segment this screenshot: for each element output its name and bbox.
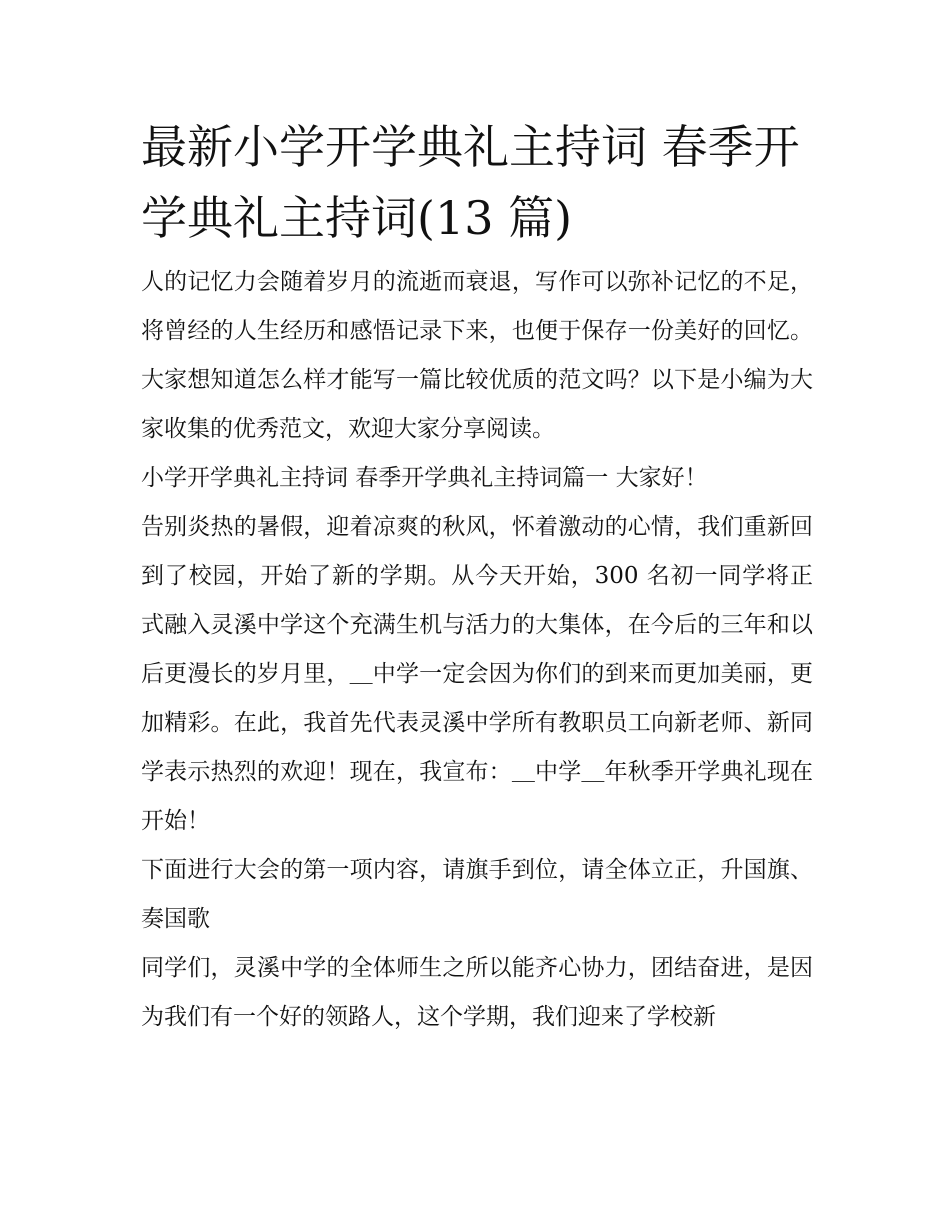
body-paragraph: 下面进行大会的第一项内容，请旗手到位，请全体立正，升国旗、奏国歌 [141, 857, 813, 932]
document-content [141, 112, 813, 1042]
body-paragraph: 同学们，灵溪中学的全体师生之所以能齐心协力，团结奋进，是因为我们有一个好的领路人，这个学期，我们迎来了学校新 [141, 955, 813, 1030]
section-heading-paragraph: 小学开学典礼主持词 春季开学典礼主持词篇一 大家好！ [141, 465, 708, 491]
document-title: 最新小学开学典礼主持词 春季开学典礼主持词(13 篇) [141, 120, 800, 245]
body-paragraph: 告别炎热的暑假，迎着凉爽的秋风，怀着激动的心情，我们重新回到了校园，开始了新的学期。从今天开始，300 名初一同学将正式融入灵溪中学这个充满生机与活力的大集体，在今后的三年和以后更漫长的岁月里，＿中学一定会因为你们的到来而更加美丽，更加精彩。在此，我首先代表灵溪中学所有教职员工向新老师、新同学表示热烈的欢迎！现在，我宣布：＿中学＿年秋季开学典礼现在开始！ [141, 514, 813, 834]
intro-paragraph: 人的记忆力会随着岁月的流逝而衰退，写作可以弥补记忆的不足，将曾经的人生经历和感悟记录下来，也便于保存一份美好的回忆。大家想知道怎么样才能写一篇比较优质的范文吗？以下是小编为大家收集的优秀范文，欢迎大家分享阅读。 [141, 269, 813, 442]
